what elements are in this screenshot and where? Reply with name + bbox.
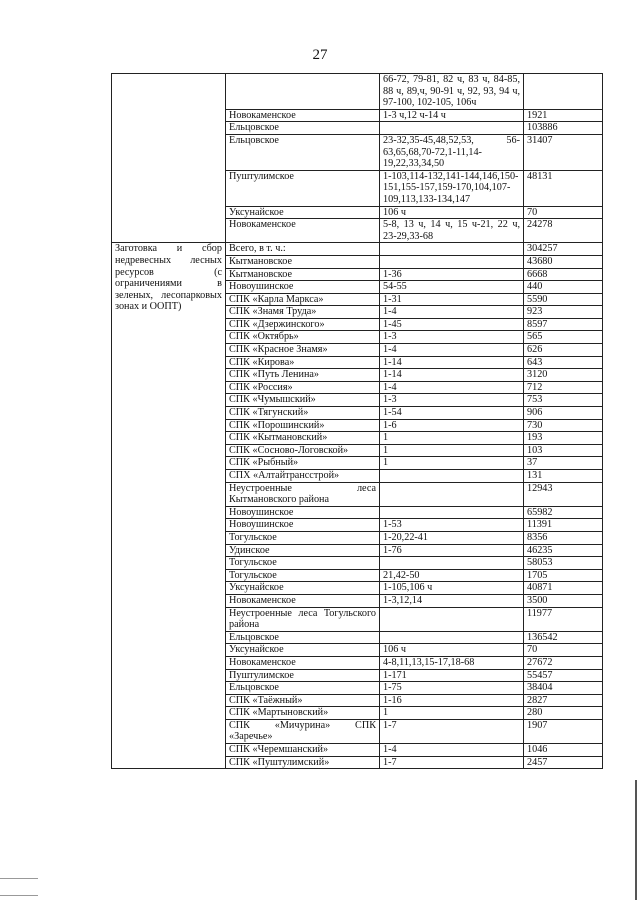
- area-cell: 1046: [524, 744, 603, 757]
- forestry-name-cell: СПК «Сосново-Логовской»: [226, 444, 380, 457]
- area-cell: 37: [524, 457, 603, 470]
- activity-cell: Заготовка и сбор недревесных лесных ресурсов (с ограничениями в зеленых, лесопарковых зонах и ООПТ): [112, 243, 226, 769]
- area-cell: 2827: [524, 694, 603, 707]
- area-cell: 46235: [524, 544, 603, 557]
- quarters-cell: 1-4: [380, 381, 524, 394]
- table-row: [112, 243, 603, 256]
- forestry-name-cell: Уксунайское: [226, 644, 380, 657]
- quarters-cell: 1-103,114-132,141-144,146,150-151,155-157,159-170,104,107-109,113,133-134,147: [380, 170, 524, 206]
- forestry-name-cell: СПК «Тягунский»: [226, 407, 380, 420]
- area-cell: 70: [524, 644, 603, 657]
- area-cell: 27672: [524, 656, 603, 669]
- quarters-cell: 54-55: [380, 281, 524, 294]
- quarters-cell: 1: [380, 457, 524, 470]
- area-cell: [524, 74, 603, 110]
- forestry-name-cell: СПК «Знамя Труда»: [226, 306, 380, 319]
- forestry-name-cell: Новокаменское: [226, 594, 380, 607]
- quarters-cell: 1-3: [380, 394, 524, 407]
- area-cell: 923: [524, 306, 603, 319]
- quarters-cell: 1-45: [380, 318, 524, 331]
- quarters-cell: [380, 482, 524, 506]
- forestry-name-cell: Тогульское: [226, 557, 380, 570]
- quarters-cell: [380, 506, 524, 519]
- quarters-cell: 1-4: [380, 306, 524, 319]
- area-cell: 565: [524, 331, 603, 344]
- area-cell: 24278: [524, 219, 603, 243]
- forestry-name-cell: СПК «Октябрь»: [226, 331, 380, 344]
- area-cell: 626: [524, 344, 603, 357]
- forestry-name-cell: СПК «Таёжный»: [226, 694, 380, 707]
- area-cell: 643: [524, 356, 603, 369]
- quarters-cell: 1-14: [380, 356, 524, 369]
- area-cell: 304257: [524, 243, 603, 256]
- forestry-name-cell: СПК «Черемшанский»: [226, 744, 380, 757]
- quarters-cell: 1-105,106 ч: [380, 582, 524, 595]
- quarters-cell: 1: [380, 432, 524, 445]
- scan-edge-line: [0, 878, 38, 879]
- area-cell: 11391: [524, 519, 603, 532]
- forestry-name-cell: Тогульское: [226, 531, 380, 544]
- forestry-name-cell: СПК «Красное Знамя»: [226, 344, 380, 357]
- quarters-cell: 1-36: [380, 268, 524, 281]
- forestry-name-cell: Ельцовское: [226, 631, 380, 644]
- area-cell: 753: [524, 394, 603, 407]
- forestry-name-cell: Ельцовское: [226, 134, 380, 170]
- scan-edge-mark: [635, 780, 637, 900]
- forestry-name-cell: Ельцовское: [226, 122, 380, 135]
- quarters-cell: [380, 631, 524, 644]
- area-cell: 1907: [524, 719, 603, 743]
- forestry-name-cell: Неустроенные леса Тогульского района: [226, 607, 380, 631]
- forestry-name-cell: СПК «Пуштулимский»: [226, 756, 380, 769]
- area-cell: 712: [524, 381, 603, 394]
- quarters-cell: 23-32,35-45,48,52,53, 56-63,65,68,70-72,1-11,14-19,22,33,34,50: [380, 134, 524, 170]
- forestry-name-cell: СПК «Россия»: [226, 381, 380, 394]
- area-cell: 2457: [524, 756, 603, 769]
- forestry-name-cell: Кытмановское: [226, 268, 380, 281]
- quarters-cell: 1: [380, 444, 524, 457]
- quarters-cell: 1-54: [380, 407, 524, 420]
- quarters-cell: 1-4: [380, 344, 524, 357]
- forestry-name-cell: СПК «Мичурина» СПК «Заречье»: [226, 719, 380, 743]
- area-cell: 1921: [524, 109, 603, 122]
- area-cell: 55457: [524, 669, 603, 682]
- quarters-cell: 1-16: [380, 694, 524, 707]
- quarters-cell: [380, 557, 524, 570]
- quarters-cell: 1-7: [380, 719, 524, 743]
- forestry-name-cell: [226, 74, 380, 110]
- activity-cell-continued: [112, 74, 226, 243]
- quarters-cell: [380, 470, 524, 483]
- quarters-cell: 5-8, 13 ч, 14 ч, 15 ч-21, 22 ч, 23-29,33-68: [380, 219, 524, 243]
- quarters-cell: 1-76: [380, 544, 524, 557]
- forestry-name-cell: СПК «Порошинский»: [226, 419, 380, 432]
- area-cell: 58053: [524, 557, 603, 570]
- quarters-cell: [380, 607, 524, 631]
- quarters-cell: 1-3: [380, 331, 524, 344]
- area-cell: 103: [524, 444, 603, 457]
- forestry-name-cell: СПХ «Алтайтрансстрой»: [226, 470, 380, 483]
- area-cell: 48131: [524, 170, 603, 206]
- area-cell: 6668: [524, 268, 603, 281]
- quarters-cell: 106 ч: [380, 644, 524, 657]
- page-number: 27: [312, 47, 328, 63]
- quarters-cell: 1-31: [380, 293, 524, 306]
- forestry-name-cell: СПК «Чумышский»: [226, 394, 380, 407]
- area-cell: 43680: [524, 255, 603, 268]
- quarters-cell: [380, 122, 524, 135]
- area-cell: 40871: [524, 582, 603, 595]
- forestry-name-cell: СПК «Карла Маркса»: [226, 293, 380, 306]
- area-cell: 70: [524, 206, 603, 219]
- quarters-cell: 1-20,22-41: [380, 531, 524, 544]
- quarters-cell: 66-72, 79-81, 82 ч, 83 ч, 84-85, 88 ч, 89,ч, 90-91 ч, 92, 93, 94 ч, 97-100, 102-105, 106ч: [380, 74, 524, 110]
- forestry-name-cell: СПК «Рыбный»: [226, 457, 380, 470]
- quarters-cell: 1-6: [380, 419, 524, 432]
- scan-edge-line: [0, 895, 38, 896]
- quarters-cell: 1-53: [380, 519, 524, 532]
- area-cell: 280: [524, 707, 603, 720]
- quarters-cell: 1: [380, 707, 524, 720]
- forestry-name-cell: Всего, в т. ч.:: [226, 243, 380, 256]
- forestry-name-cell: СПК «Дзержинского»: [226, 318, 380, 331]
- area-cell: 8597: [524, 318, 603, 331]
- forestry-name-cell: СПК «Кытмановский»: [226, 432, 380, 445]
- area-cell: 5590: [524, 293, 603, 306]
- area-cell: 131: [524, 470, 603, 483]
- forestry-name-cell: Уксунайское: [226, 582, 380, 595]
- forestry-name-cell: Новокаменское: [226, 656, 380, 669]
- forestry-name-cell: Пуштулимское: [226, 669, 380, 682]
- table-row: [112, 74, 603, 110]
- quarters-cell: 1-4: [380, 744, 524, 757]
- area-cell: 12943: [524, 482, 603, 506]
- area-cell: 11977: [524, 607, 603, 631]
- table-body: [112, 74, 603, 769]
- quarters-cell: 1-3,12,14: [380, 594, 524, 607]
- area-cell: 31407: [524, 134, 603, 170]
- forestry-name-cell: Новоушинское: [226, 281, 380, 294]
- forestry-name-cell: Неустроенные леса Кытмановского района: [226, 482, 380, 506]
- area-cell: 730: [524, 419, 603, 432]
- area-cell: 38404: [524, 682, 603, 695]
- area-cell: 3120: [524, 369, 603, 382]
- forestry-name-cell: Новоушинское: [226, 506, 380, 519]
- forest-resources-table: [111, 73, 603, 769]
- forestry-name-cell: СПК «Мартыновский»: [226, 707, 380, 720]
- quarters-cell: 1-3 ч,12 ч-14 ч: [380, 109, 524, 122]
- area-cell: 65982: [524, 506, 603, 519]
- quarters-cell: 1-171: [380, 669, 524, 682]
- quarters-cell: 4-8,11,13,15-17,18-68: [380, 656, 524, 669]
- quarters-cell: 21,42-50: [380, 569, 524, 582]
- area-cell: 3500: [524, 594, 603, 607]
- forestry-name-cell: Кытмановское: [226, 255, 380, 268]
- area-cell: 8356: [524, 531, 603, 544]
- forestry-name-cell: СПК «Кирова»: [226, 356, 380, 369]
- area-cell: 440: [524, 281, 603, 294]
- quarters-cell: 1-75: [380, 682, 524, 695]
- area-cell: 193: [524, 432, 603, 445]
- forestry-name-cell: Новокаменское: [226, 109, 380, 122]
- area-cell: 136542: [524, 631, 603, 644]
- area-cell: 906: [524, 407, 603, 420]
- forestry-name-cell: Удинское: [226, 544, 380, 557]
- quarters-cell: 1-14: [380, 369, 524, 382]
- quarters-cell: [380, 243, 524, 256]
- quarters-cell: [380, 255, 524, 268]
- area-cell: 1705: [524, 569, 603, 582]
- forestry-name-cell: Ельцовское: [226, 682, 380, 695]
- quarters-cell: 1-7: [380, 756, 524, 769]
- forestry-name-cell: Тогульское: [226, 569, 380, 582]
- forestry-name-cell: Новоушинское: [226, 519, 380, 532]
- quarters-cell: 106 ч: [380, 206, 524, 219]
- area-cell: 103886: [524, 122, 603, 135]
- forestry-name-cell: Новокаменское: [226, 219, 380, 243]
- forestry-name-cell: Пуштулимское: [226, 170, 380, 206]
- forestry-name-cell: СПК «Путь Ленина»: [226, 369, 380, 382]
- forestry-name-cell: Уксунайское: [226, 206, 380, 219]
